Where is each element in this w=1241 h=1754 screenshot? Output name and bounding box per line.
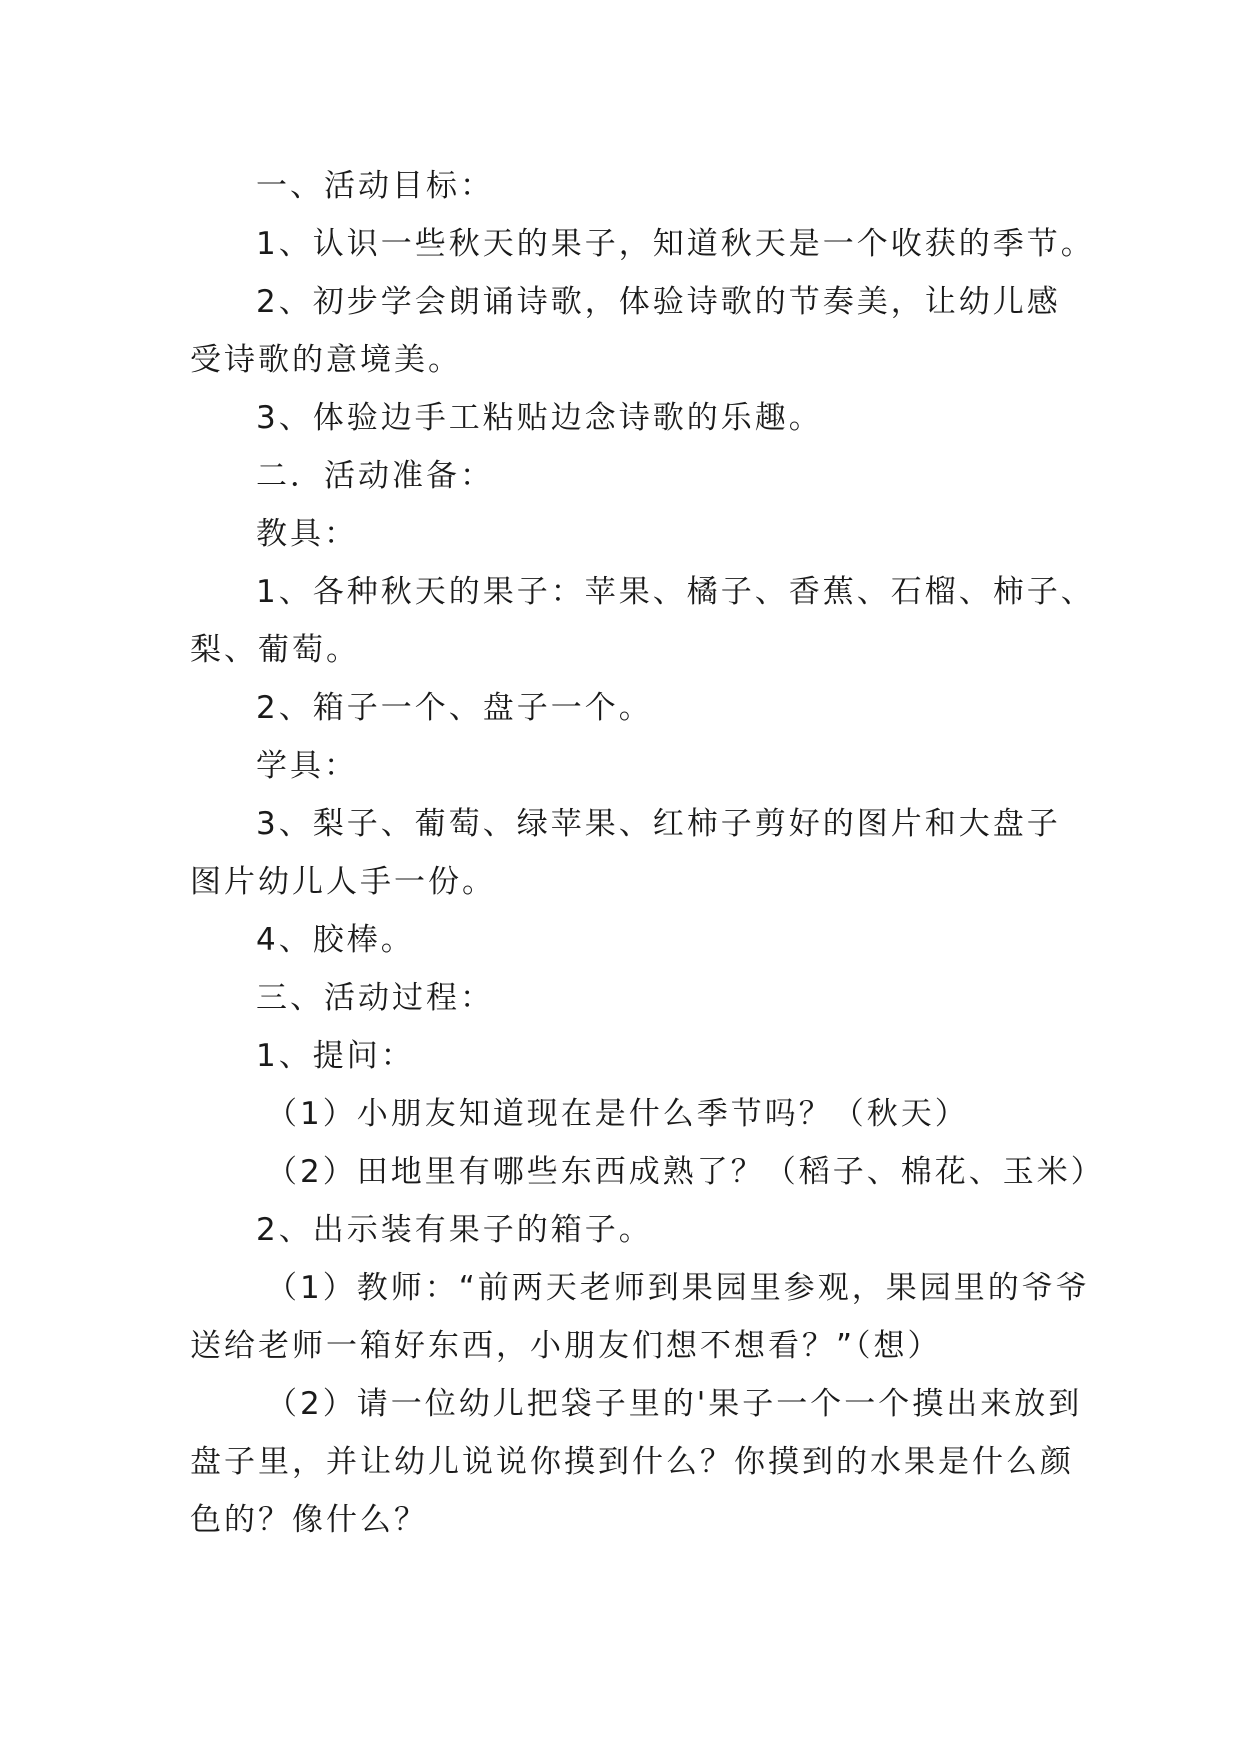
paragraph-continuation: 受诗歌的意境美。 [190, 342, 462, 378]
paragraph: 3、体验边手工粘贴边念诗歌的乐趣。 [256, 400, 823, 436]
paragraph: 1、各种秋天的果子：苹果、橘子、香蕉、石榴、柿子、 [256, 574, 1095, 610]
paragraph: 2、箱子一个、盘子一个。 [256, 690, 653, 726]
paragraph: 1、提问： [256, 1038, 415, 1074]
paragraph: 1、认识一些秋天的果子，知道秋天是一个收获的季节。 [256, 226, 1095, 262]
paragraph: 2、出示装有果子的箱子。 [256, 1212, 653, 1248]
section-heading-preparation: 二．活动准备： [256, 458, 494, 494]
paragraph: （1）小朋友知道现在是什么季节吗？（秋天） [266, 1096, 969, 1132]
paragraph: （2）请一位幼儿把袋子里的'果子一个一个摸出来放到 [266, 1386, 1083, 1422]
subheading-learning-aids: 学具： [256, 748, 358, 784]
paragraph-continuation: 图片幼儿人手一份。 [190, 864, 496, 900]
paragraph: （1）教师：“前两天老师到果园里参观，果园里的爷爷 [266, 1270, 1090, 1306]
paragraph: 3、梨子、葡萄、绿苹果、红柿子剪好的图片和大盘子 [256, 806, 1061, 842]
subheading-teaching-aids: 教具： [256, 516, 358, 552]
paragraph-continuation: 梨、葡萄。 [190, 632, 360, 668]
paragraph: 2、初步学会朗诵诗歌，体验诗歌的节奏美，让幼儿感 [256, 284, 1061, 320]
paragraph: （2）田地里有哪些东西成熟了？（稻子、棉花、玉米） [266, 1154, 1105, 1190]
section-heading-goals: 一、活动目标： [256, 168, 494, 204]
paragraph: 4、胶棒。 [256, 922, 415, 958]
section-heading-process: 三、活动过程： [256, 980, 494, 1016]
paragraph-continuation: 送给老师一箱好东西，小朋友们想不想看？”（想） [190, 1328, 942, 1364]
paragraph-continuation: 盘子里，并让幼儿说说你摸到什么？你摸到的水果是什么颜 [190, 1444, 1074, 1480]
paragraph-continuation: 色的？像什么？ [190, 1502, 428, 1538]
